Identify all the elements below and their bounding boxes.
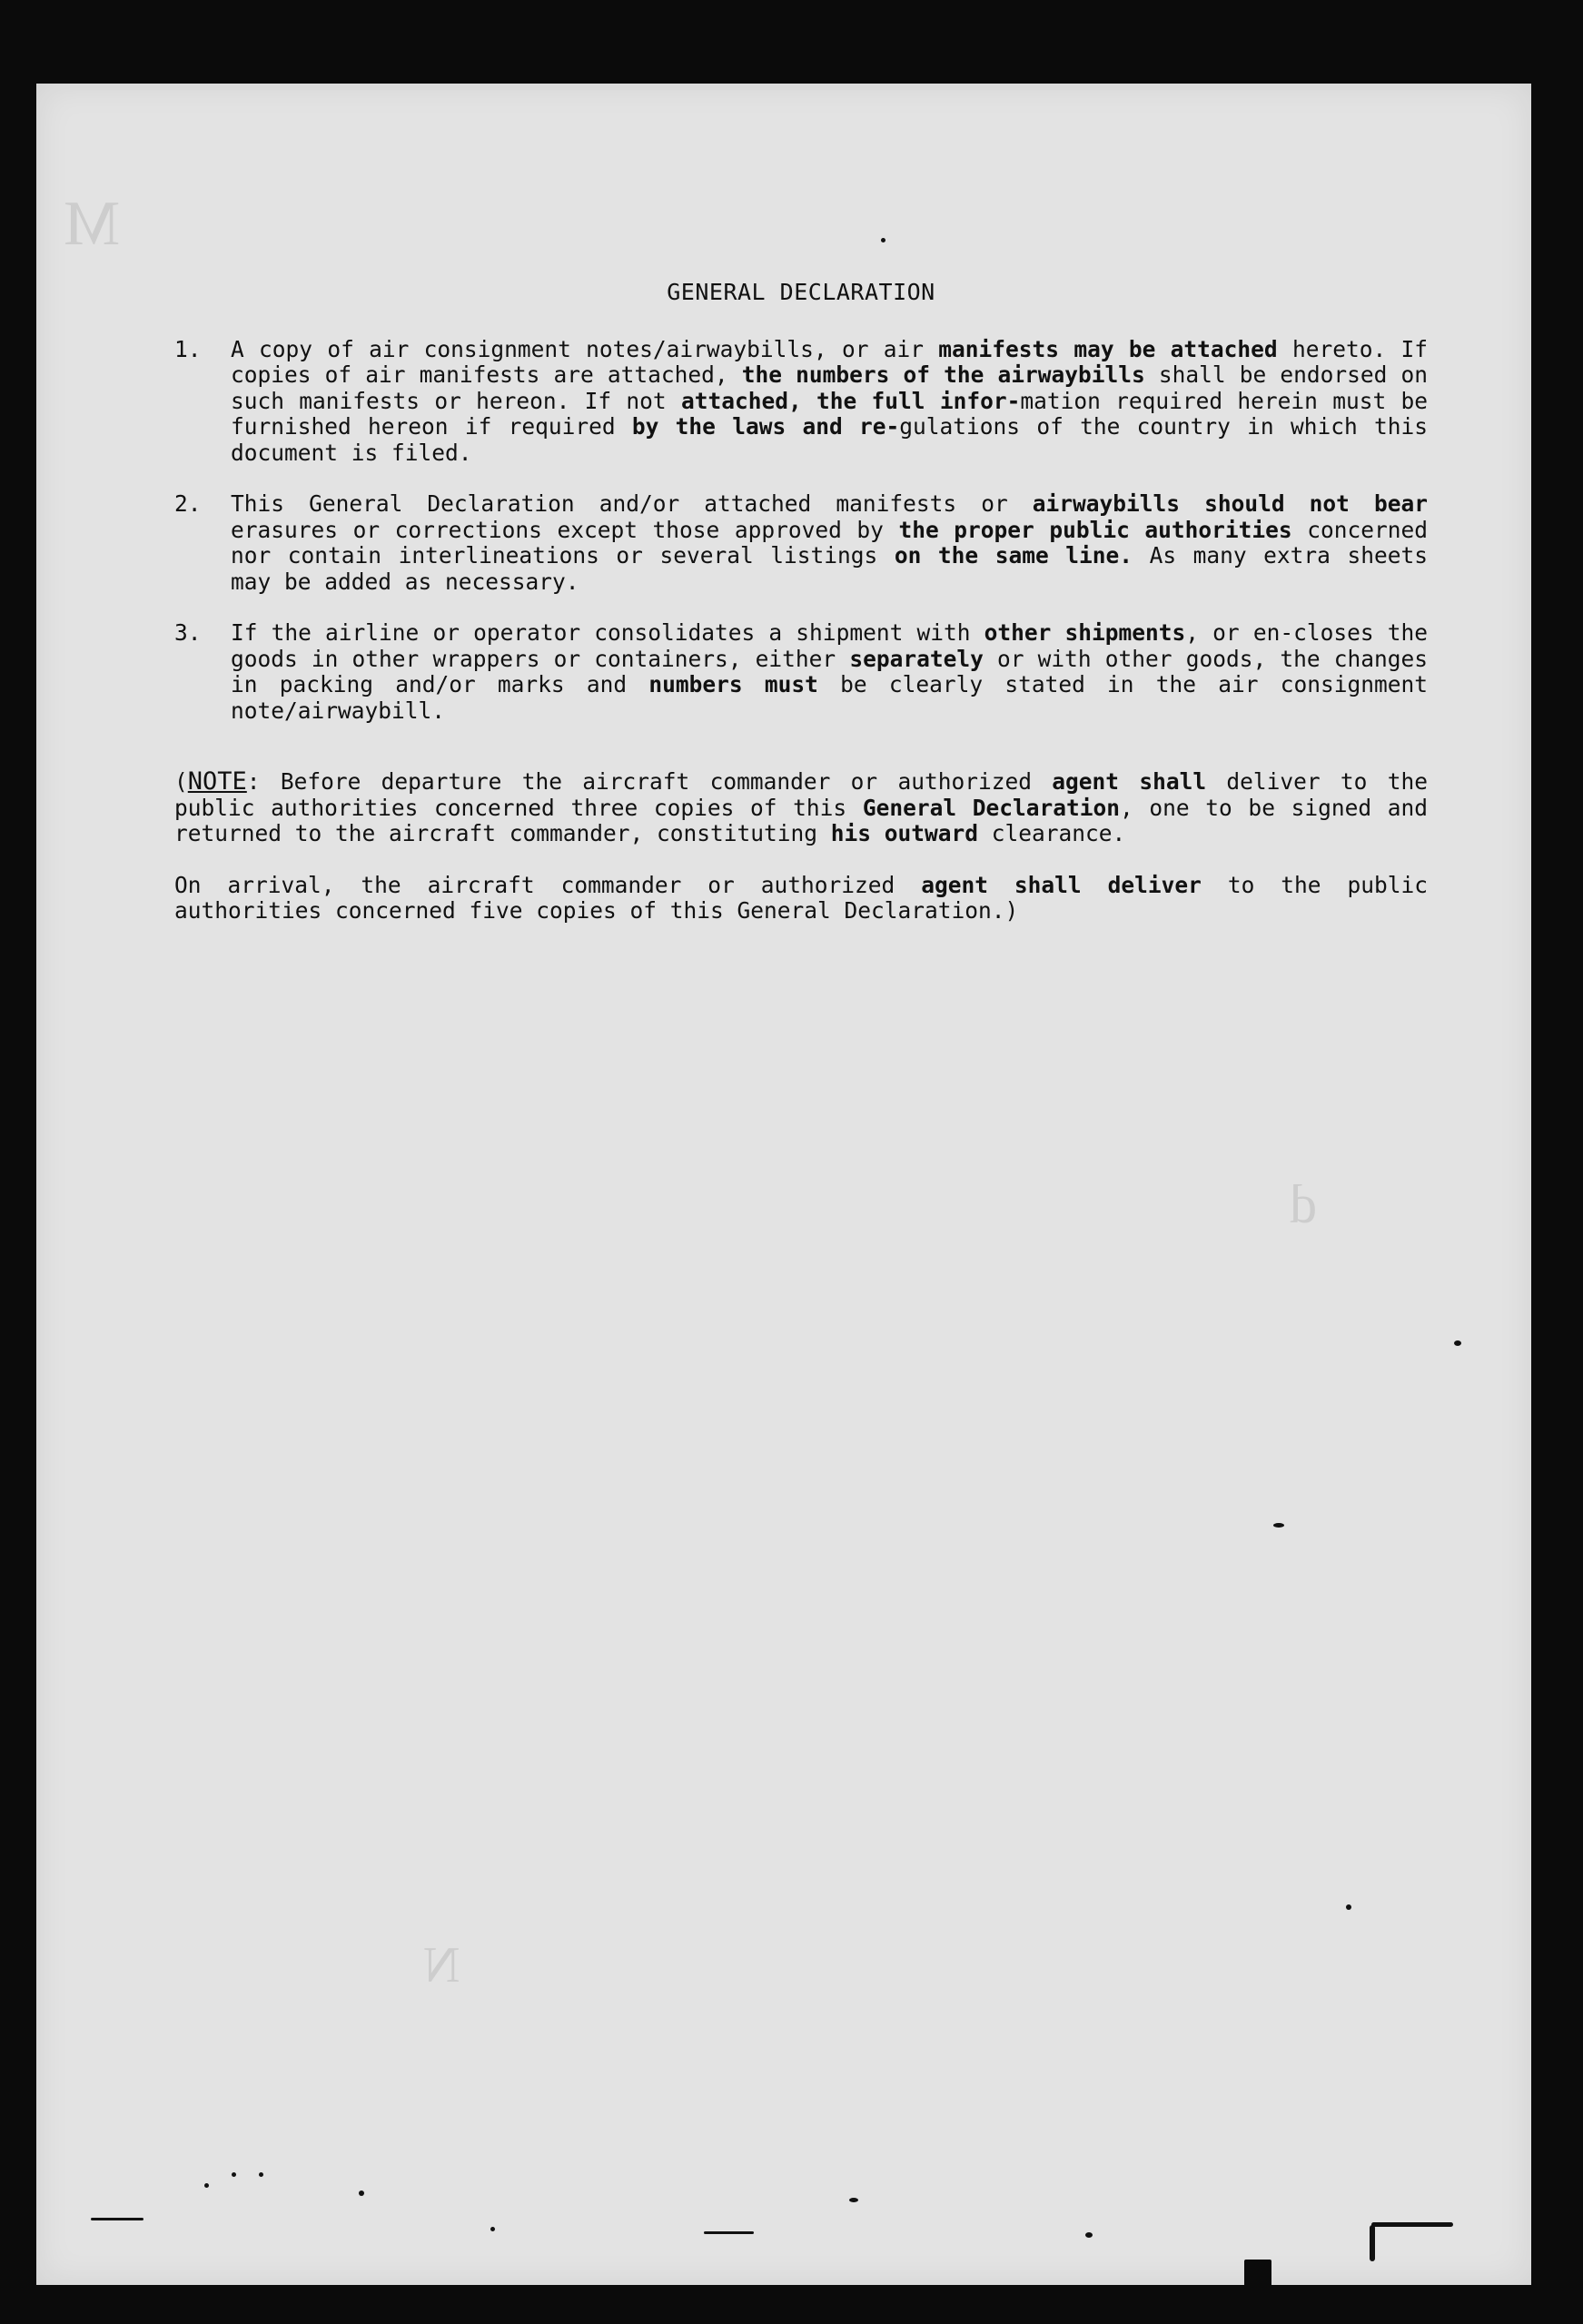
scan-speck: [849, 2198, 858, 2202]
bold-segment: attached, the full infor-: [680, 387, 1021, 414]
scan-speck: [881, 238, 885, 242]
bleed-through-mark: d: [1290, 1174, 1317, 1234]
text-segment: mation required herein must be furnished hereon if required: [231, 387, 1428, 440]
bold-segment: agent shall: [1052, 768, 1207, 795]
text-segment: shall be endorsed on such manifests or hereon. If not: [231, 361, 1428, 414]
text-segment: Before departure the aircraft commander or authorized: [260, 768, 1053, 795]
text-segment: deliver to the public authorities concerned three copies of this: [174, 768, 1428, 821]
item-text: [231, 620, 1428, 724]
scan-speck: [704, 2231, 754, 2234]
scan-speck: [1346, 1904, 1351, 1910]
item-text: [231, 337, 1428, 467]
text-segment: A copy of air consignment notes/airwaybills, or air: [231, 335, 939, 362]
scan-speck: [1371, 2222, 1453, 2227]
note-label: NOTE: [187, 767, 247, 796]
bleed-through-mark: M: [64, 189, 121, 259]
page-title: GENERAL DECLARATION: [667, 279, 935, 305]
text-segment: be clearly stated in the air consignment note/airwaybill.: [231, 671, 1428, 724]
scan-speck: [1454, 1340, 1461, 1346]
bold-segment: manifests may be attached: [938, 335, 1278, 362]
note-colon: :: [246, 768, 261, 795]
item-number: 3.: [174, 619, 202, 646]
item-number: 1.: [174, 335, 202, 362]
scan-speck: [204, 2183, 209, 2188]
bold-segment: separately: [849, 645, 984, 672]
text-segment: erasures or corrections except those approved by: [231, 516, 899, 543]
list-item: [174, 491, 1428, 595]
text-segment: This General Declaration and/or attached manifests or: [231, 490, 1033, 517]
scan-speck: [91, 2218, 143, 2220]
text-segment: If the airline or operator consolidates a shipment with: [231, 619, 984, 646]
text-segment: clearance.: [978, 820, 1126, 846]
bold-segment: airwaybills should not bear: [1032, 490, 1429, 517]
text-segment: , or en-closes the goods in other wrappers or containers, either: [231, 619, 1428, 672]
bold-segment: on the same line.: [894, 542, 1133, 569]
scan-speck: [359, 2190, 364, 2196]
scan-speck: [1370, 2225, 1375, 2261]
text-segment: to the public authorities concerned five copies of this General Declaration.): [174, 871, 1428, 924]
bleed-through-mark: N: [418, 1937, 460, 1993]
text-segment: On arrival, the aircraft commander or authorized: [174, 871, 922, 898]
text-segment: hereto. If copies of air manifests are attached,: [231, 335, 1428, 388]
bold-segment: General Declaration: [862, 794, 1120, 821]
scan-speck: [259, 2172, 263, 2177]
bold-segment: the numbers of the airwaybills: [741, 361, 1145, 388]
bold-segment: his outward: [830, 820, 979, 846]
document-page: [36, 84, 1531, 2285]
item-number: 2.: [174, 490, 202, 517]
text-segment: As many extra sheets may be added as necessary.: [231, 542, 1428, 595]
note-open-paren: (: [174, 768, 188, 795]
declaration-text: [174, 280, 1428, 925]
text-segment: gulations of the country in which this document is filed.: [231, 413, 1428, 466]
text-segment: concerned nor contain interlineations or several listings: [231, 516, 1428, 569]
list-item: [174, 337, 1428, 467]
text-segment: or with other goods, the changes in packing and/or marks and: [231, 645, 1429, 697]
scan-speck: [1085, 2232, 1093, 2238]
scan-speck: [490, 2227, 495, 2231]
scan-speck: [232, 2172, 236, 2177]
arrival-paragraph: [174, 873, 1428, 925]
bold-segment: agent shall deliver: [921, 871, 1202, 898]
scan-speck: [1244, 2260, 1271, 2289]
bold-segment: other shipments: [984, 619, 1186, 646]
bold-segment: the proper public authorities: [898, 516, 1292, 543]
scan-speck: [1273, 1523, 1284, 1528]
bold-segment: numbers must: [648, 671, 818, 697]
bold-segment: by the laws and re-: [631, 413, 900, 440]
note-paragraph: [174, 769, 1428, 847]
text-segment: , one to be signed and returned to the aircraft commander, constituting: [174, 794, 1428, 846]
list-item: [174, 620, 1428, 724]
item-text: [231, 491, 1428, 595]
